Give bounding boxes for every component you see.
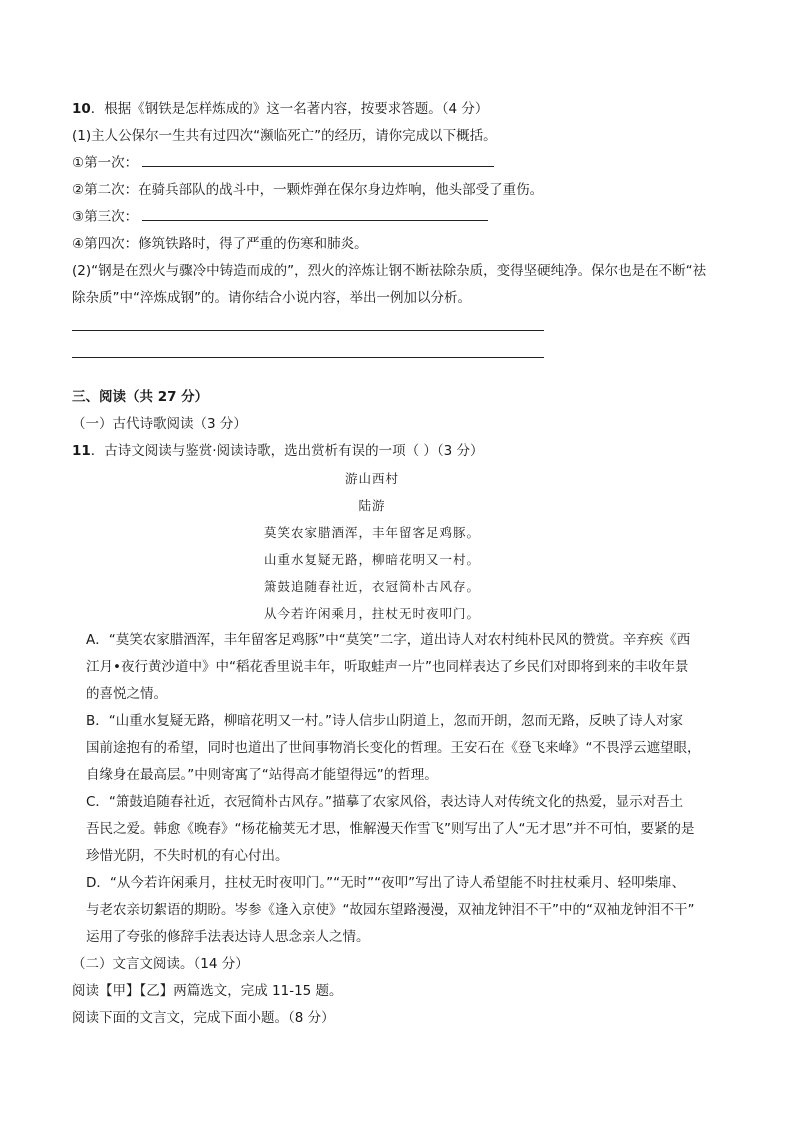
poem-line: 箫鼓追随春社近，衣冠简朴古风存。 [263,579,480,594]
option-b[interactable]: B．“山重水复疑无路，柳暗花明又一村。”诗人信步山阴道上，忽而开朗，忽而无路，反映了诗人对家 国前途抱有的希望，同时也道出了世间事物消长变化的哲理。王安石在《登飞来峰》“不畏浮云遮望眼， 自缘身在最高层。”中则寄寓了“站得高才能望得远”的哲理。 [86,713,701,783]
exam-page [72,96,732,1032]
q10-item-4: ④第四次：修筑铁路时，得了严重的伤寒和肺炎。 [72,236,368,252]
poem-line: 从今若许闲乘月，拄杖无时夜叩门。 [263,606,480,621]
q10-part1-intro: (1)主人公保尔一生共有过四次“濒临死亡”的经历，请你完成以下概括。 [72,128,497,144]
subsection-poetry: （一）古代诗歌阅读（3 分） [72,416,247,432]
answer-blank-1[interactable] [142,152,494,167]
answer-line-2[interactable] [72,339,732,366]
answer-blank-3[interactable] [142,206,488,221]
q11-title: 11．古诗文阅读与鉴赏·阅读诗歌，选出赏析有误的一项（ ）（3 分） [72,443,484,459]
option-d[interactable]: D．“从今若许闲乘月，拄杖无时夜叩门。”“无时”“夜叩”写出了诗人希望能不时拄杖乘月、轻叩柴扉、 与老农亲切絮语的期盼。岑参《逢入京使》“故园东望路漫漫，双袖龙钟泪不干”中的“双袖龙钟泪不干” 运用了夸张的修辞手法表达诗人思念亲人之情。 [86,875,695,945]
option-a[interactable]: A．“莫笑农家腊酒浑，丰年留客足鸡豚”中“莫笑”二字，道出诗人对农村纯朴民风的赞赏。辛弃疾《西 江月•夜行黄沙道中》中“稻花香里说丰年，听取蛙声一片”也同样表达了乡民们对即将到来的丰收年景 的喜悦之情。 [86,632,691,702]
q10-part2-line2: 除杂质”中“淬炼成钢”的。请你结合小说内容，举出一例加以分析。 [72,290,471,306]
subsection-classical: （二）文言文阅读。（14 分） [72,956,249,972]
poem-block [12,465,732,627]
q10-item-3: ③第三次： [72,204,732,231]
reading-instruction-1: 阅读【甲】【乙】两篇选文，完成 11-15 题。 [72,983,343,999]
q10-item-1: ①第一次： [72,150,732,177]
answer-line-1[interactable] [72,312,732,339]
poem-title: 游山西村 [344,471,399,486]
reading-instruction-2: 阅读下面的文言文，完成下面小题。（8 分） [72,1010,335,1026]
q10-title: 10．根据《钢铁是怎样炼成的》这一名著内容，按要求答题。（4 分） [72,101,489,117]
poem-author: 陆游 [358,498,386,513]
q10-part2-line1: (2)“钢是在烈火与骤冷中铸造而成的”，烈火的淬炼让钢不断祛除杂质，变得坚硬纯净。保尔也是在不断“祛 [72,263,707,279]
q10-item-2: ②第二次：在骑兵部队的战斗中，一颗炸弹在保尔身边炸响，他头部受了重伤。 [72,182,544,198]
option-c[interactable]: C．“箫鼓追随春社近，衣冠简朴古风存。”描摹了农家风俗，表达诗人对传统文化的热爱，显示对吾土 吾民之爱。韩愈《晚春》“杨花榆荚无才思，惟解漫天作雪飞”则写出了人“无才思”并不可怕，要紧的是 珍惜光阴，不失时机的有心付出。 [86,794,695,864]
poem-line: 山重水复疑无路，柳暗花明又一村。 [263,552,480,567]
section-heading: 三、阅读（共 27 分） [72,389,209,405]
poem-line: 莫笑农家腊酒浑，丰年留客足鸡豚。 [263,525,480,540]
